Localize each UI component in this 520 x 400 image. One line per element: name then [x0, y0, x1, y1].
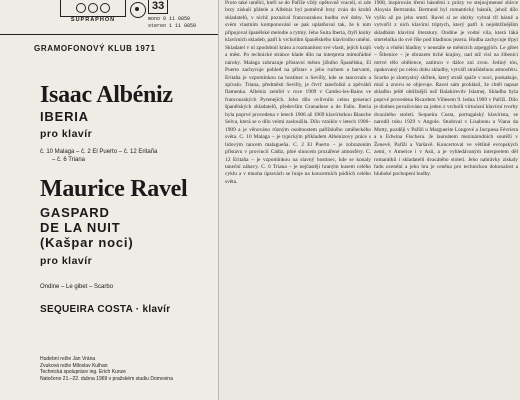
- albeniz-tracks-line1: č. 10 Malaga – č. 2 El Puerto – č. 12 Eritaña: [40, 149, 158, 155]
- work-gaspard-line2: DE LA NUIT: [40, 220, 121, 235]
- ravel-movements: Ondine – Le gibet – Scarbo: [40, 284, 114, 290]
- label-logo: [60, 0, 126, 17]
- catalog-number: 33: [148, 0, 168, 14]
- panel-divider: [218, 0, 219, 400]
- stereo-code: stereo 1 11 0850: [148, 22, 197, 29]
- credits: [40, 356, 173, 382]
- composer-albeniz: Isaac Albéniz: [40, 82, 173, 108]
- credit-line: Natočeno 21.–22. dubna 1969 v pražském studiu Domovina: [40, 375, 173, 382]
- label-name: SUPRAPHON: [70, 17, 116, 23]
- liner-notes-column-2: 1908, inspirován třemi básněmi z prózy ve stejnojmenné sbírce Aloysia Bertranda. Bertrand byl romantický básník, jehož dílo vyšlo až po jeho smrti. Ravel si ze sbírky vybral tři básně a vytvořil z nich klavírní triptych, který patří k nejobtížnějším skladbám klavírní literatury. Ondine je vodní víla, která láká smrtelníka do své říše pod hladinou jezera. Hudba zachycuje třpyt vody a vlnění hladiny v neustále se měnících arpeggiích. Le gibet – Šibenice – je obrazem tiché krajiny, nad níž visí na šibenici mrtvé tělo oběšence, zatímco v dálce zní zvon. Jediný tón, opakovaný po celou dobu skladby, vytváří strašidelnou atmosféru. Scarbo je zlomyslný skřítek, který straší spáče v noci, poskakuje, mizí a znovu se objevuje. Ravel sám prohlásil, že chtěl napsat skladbu ještě obtížnější než Balakirevův Islamej. Skladba byla poprvé provedena Ricardem Viñesem 9. ledna 1909 v Paříži. Dílo je dodnes považováno za jeden z vrcholů virtuózní klavírní tvorby dvacátého století. Sequeira Costa, portugalský klavírista, se narodil roku 1929 v Angole. Studoval v Lisabonu u Viana da Motty, později v Paříži u Marguerite Longové a Jacquesa Févriera a u Edwina Fischera. Je laureátem mezinárodních soutěží v Ženevě, Paříži a Varšavě. Koncertoval ve většině evropských zemí, v Americe i v Asii, a je vyhledávaným interpretem děl romantiků i skladatelů dvacátého století. Jeho nahrávky získaly řadu ocenění a jeho hra je ceněna pro technickou dokonalost a hluboké pochopení hudby.: [374, 0, 518, 178]
- logo-circle-icon: [88, 3, 98, 13]
- work-gaspard-line1: GASPARD: [40, 205, 110, 220]
- work-iberia: IBERIA: [40, 109, 89, 124]
- credit-line: Zvuková režie Miloslav Kulhan: [40, 362, 108, 369]
- disc-icon: [130, 2, 146, 18]
- mono-code: mono 0 11 0850: [148, 16, 191, 22]
- work-gaspard-line3: (Kašpar noci): [40, 235, 134, 250]
- series-title: GRAMOFONOVÝ KLUB 1971: [34, 44, 156, 53]
- albeniz-tracks-line2: – č. 6 Triana: [52, 157, 86, 163]
- catalog-codes: [148, 16, 196, 29]
- composer-ravel: Maurice Ravel: [40, 176, 188, 202]
- instrument-albeniz: pro klavír: [40, 128, 93, 140]
- logo-circle-icon: [76, 3, 86, 13]
- credit-line: Technická spolupráce ing. Erich Kunze: [40, 369, 126, 375]
- albeniz-tracks: [40, 148, 157, 164]
- instrument-ravel: pro klavír: [40, 255, 93, 267]
- title-panel: [0, 0, 218, 400]
- logo-circle-icon: [100, 3, 110, 13]
- performer: SEQUEIRA COSTA · klavír: [40, 304, 171, 315]
- liner-notes-column-1: Proto také umělci, kteří se do Paříže vždy opětovně vraceli, si zde brzy získali přátele a Albéniz byl poměrně brzy zván do kruhů skladatelů, v nichž poznával francouzskou hudbu své doby. Ve svém vlastním komponování se pak uplatňoval tak, že k nim připojoval španělské melodie a rytmy. Jeho Suita Iberia, čtyři knihy klavírních skladeb, patří k vrcholům španělského klavírního umění. Skladatel v ní zpodobnil krásu a rozmanitost své vlasti, jejích krajů a měst. Po technické stránce klade dílo na interpreta mimořádné nároky. Malaga zobrazuje přístavní město jižního Španělska, El Puerto zachycuje pohled na přístav s jeho ruchem a barvami, Eritaña je vzpomínkou na hostinec u Sevilly, kde se tancovalo a zpívalo. Triana, předměstí Sevilly, je čtvrť tanečníků a zpěváků flamenka. Albéniz zemřel v roce 1909 v Cambo-les-Bains ve francouzských Pyrenejích. Jeho dílo ovlivnilo celou generaci španělských skladatelů, především Granadose a de Fallu. Iberia byla poprvé provedena v letech 1906 až 1909 klavíristkou Blanche Selva, která se o dílo velmi zasloužila. Dílo vzniklo v letech 1906–1909 a je věnováno různým osobnostem pařížského uměleckého světa. C. 10 Malaga – je typickým příkladem Albénizovy práce s lidovým tancem malagueña. C. 2 El Puerto – je zobrazením přístavu v provincii Cádiz, plné sluncem prozářené atmosféry. C. 12 Eritaña – je vzpomínkou na slavný hostinec, kde se konaly taneční zábavy. C. 6 Triana – je nejčastěji hraným kusem celého cyklu a v mnoha úpravách se hraje na koncertních pódiích celého světa.: [225, 0, 371, 185]
- header-band: [0, 0, 218, 35]
- credit-line: Hudební režie Jan Vrána: [40, 356, 96, 362]
